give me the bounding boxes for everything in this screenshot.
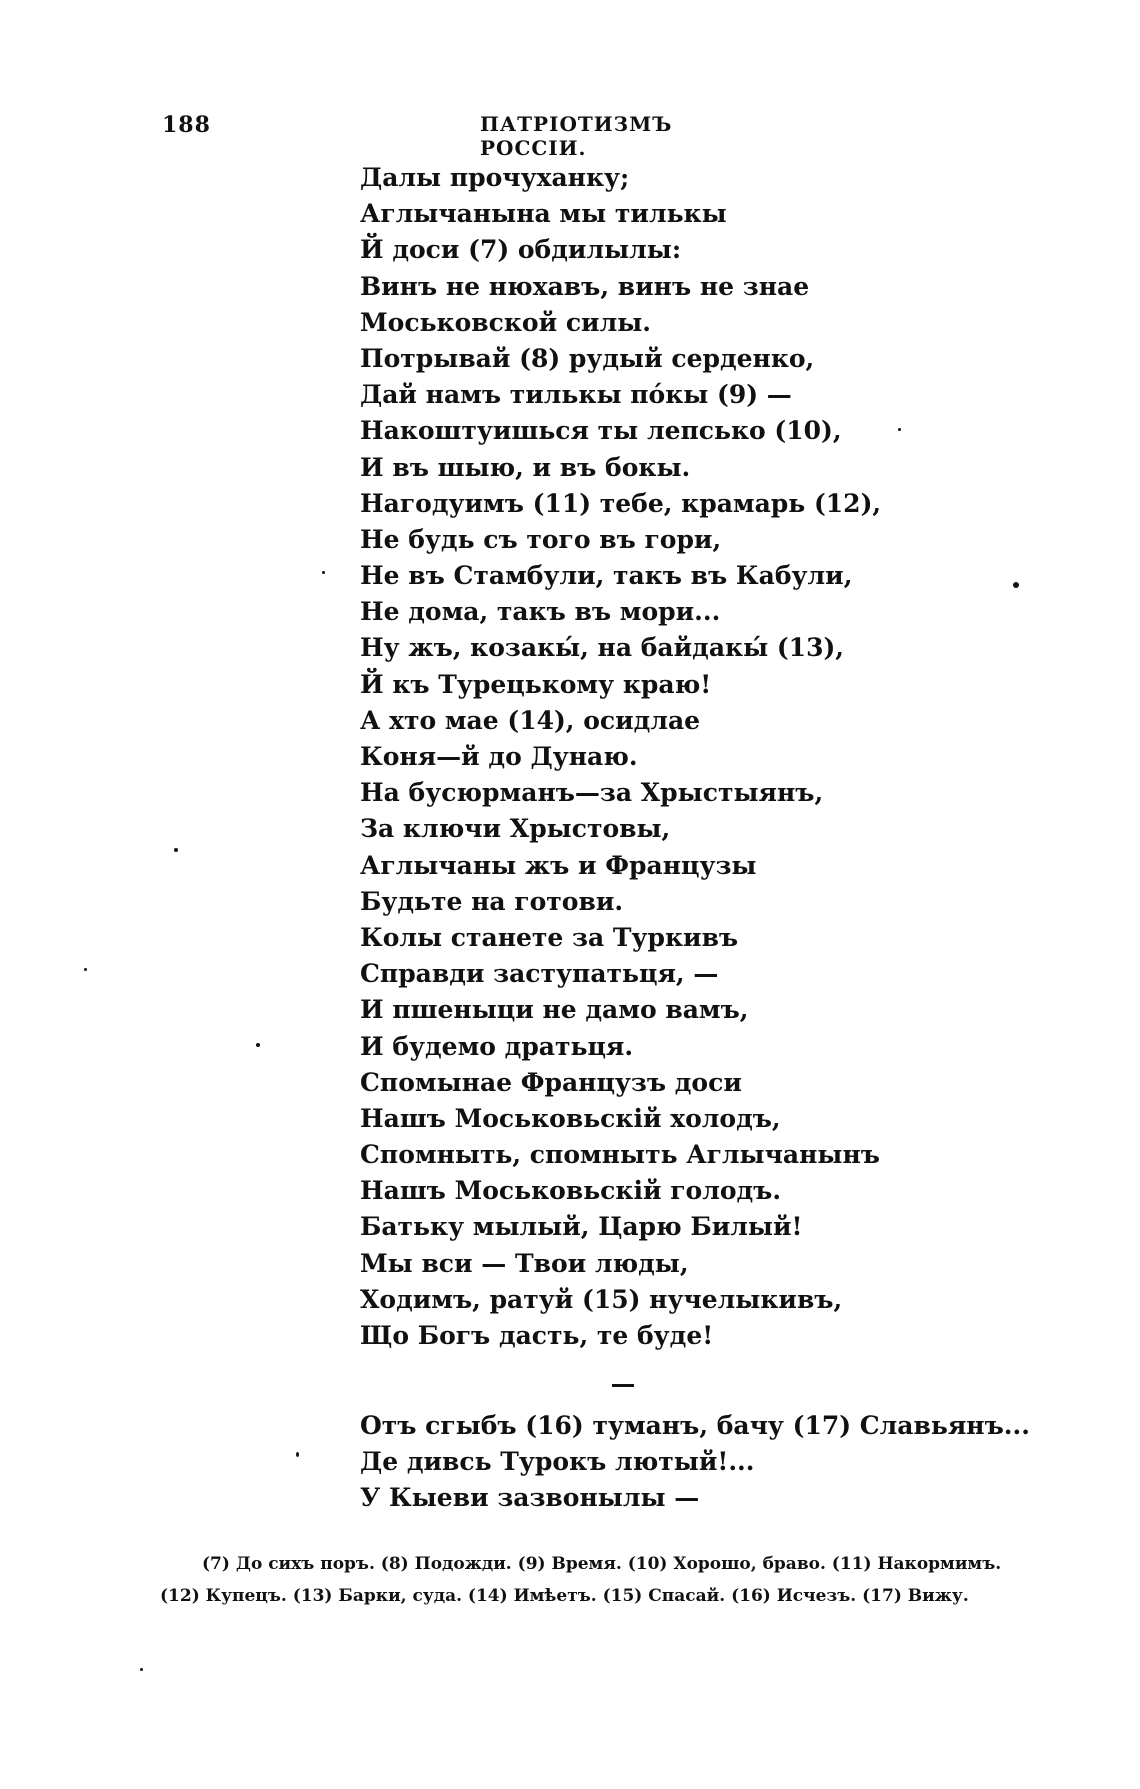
poem-line: Коня—й до Дунаю. — [360, 742, 638, 771]
poem-line: Моськовской силы. — [360, 307, 651, 337]
scan-speck — [296, 1452, 299, 1457]
poem-line: Аглычаны жъ и Французы — [360, 850, 757, 880]
scan-speck — [1013, 582, 1019, 588]
poem-stanza-2 — [360, 1408, 1030, 1517]
poem-line: И въ шыю, и въ бокы. — [360, 452, 691, 482]
poem-line: А хто мае (14), осидлае — [360, 705, 701, 735]
poem-line: Дай намъ тилькы пóкы (9) — — [360, 380, 792, 410]
footnote-line: (12) Купецъ. (13) Барки, суда. (14) Имѣетъ. (15) Спасай. (16) Исчезъ. (17) Вижу. — [160, 1586, 969, 1606]
poem-line: Спомныть, спомныть Аглычанынъ — [360, 1140, 880, 1170]
stanza-divider — [612, 1384, 634, 1387]
page-number: 188 — [162, 112, 211, 138]
poem-line: Справди заступатьця, — — [360, 959, 719, 989]
running-head — [162, 112, 722, 160]
poem-line: Потрывай (8) рудый серденко, — [360, 343, 815, 373]
poem-line: Де дивсь Турокъ лютый!... — [360, 1447, 755, 1477]
scan-speck — [140, 1668, 143, 1671]
poem-line: Мы вси — Твои люды, — [360, 1248, 689, 1278]
poem-line: Нашъ Моськовьскій голодъ. — [360, 1176, 782, 1206]
poem-line: У Кыеви зазвонылы — — [360, 1483, 700, 1513]
poem-line: И пшеныци не дамо вамъ, — [360, 995, 749, 1025]
scan-speck — [84, 968, 87, 971]
poem-line: Й доси (7) обдилылы: — [360, 235, 682, 265]
scan-speck — [898, 428, 901, 431]
poem-line: Колы станете за Туркивъ — [360, 922, 739, 952]
poem-line: За ключи Хрыстовы, — [360, 814, 671, 844]
poem-line: Не въ Стамбули, такъ въ Кабули, — [360, 561, 853, 591]
scan-speck — [174, 848, 178, 852]
poem-line: Ходимъ, ратуй (15) нучелыкивъ, — [360, 1284, 843, 1314]
poem-line: Нагодуимъ (11) тебе, крамарь (12), — [360, 488, 882, 518]
poem-line: Не будь съ того въ гори, — [360, 524, 722, 554]
poem-line: Накоштуишься ты лепсько (10), — [360, 416, 842, 446]
poem-line: Нашъ Моськовьскій холодъ, — [360, 1103, 781, 1133]
poem-line: И будемо дратьця. — [360, 1031, 634, 1061]
poem-line: Винъ не нюхавъ, винъ не знае — [360, 271, 810, 301]
poem-line: Аглычанына мы тилькы — [360, 199, 727, 229]
poem-line: Й къ Турецькому краю! — [360, 669, 712, 699]
poem-line: Батьку мылый, Царю Билый! — [360, 1212, 803, 1242]
footnotes — [160, 1548, 1040, 1612]
poem-line: Що Богъ дасть, те буде! — [360, 1321, 714, 1350]
poem-line: Ну жъ, козакы́, на байдакы́ (13), — [360, 633, 845, 663]
poem-line: Отъ сгыбъ (16) туманъ, бачу (17) Славьянъ... — [360, 1411, 1030, 1440]
poem-line: На бусюрманъ—за Хрыстыянъ, — [360, 778, 824, 808]
scan-speck — [322, 571, 325, 574]
poem-line: Не дома, такъ въ мори... — [360, 597, 721, 627]
poem-stanza-1 — [360, 160, 1000, 1354]
scan-speck — [256, 1043, 260, 1047]
poem-line: Спомынае Французъ доси — [360, 1067, 742, 1097]
running-title: ПАТРІОТИЗМЪ РОССІИ. — [480, 112, 673, 160]
poem-line: Будьте на готови. — [360, 886, 624, 916]
footnote-line: (7) До сихъ поръ. (8) Подожди. (9) Время. (10) Хорошо, браво. (11) Накормимъ. — [202, 1554, 1002, 1574]
poem-line: Далы прочуханку; — [360, 163, 630, 192]
